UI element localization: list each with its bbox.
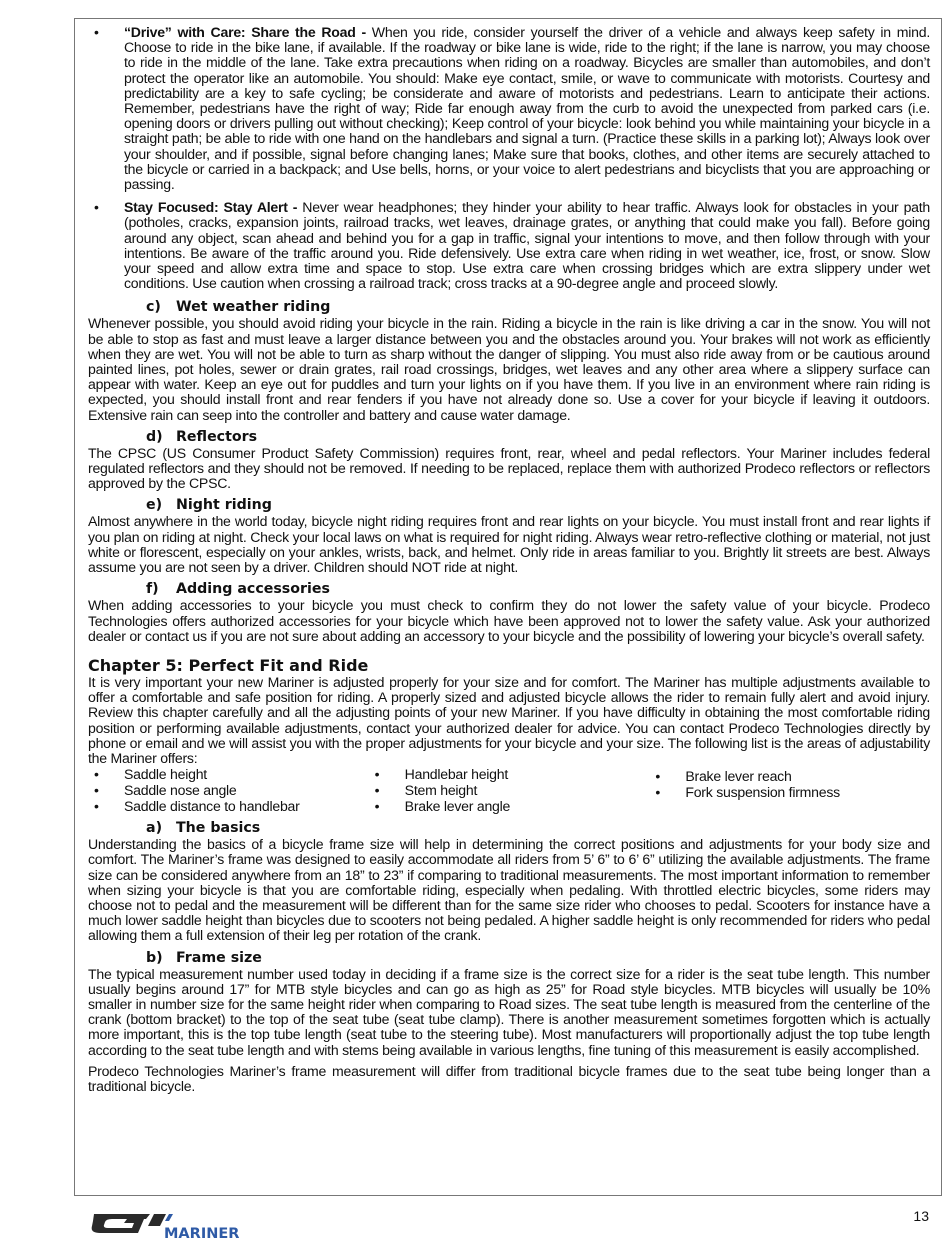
chapter-title: Chapter 5: Perfect Fit and Ride: [88, 655, 369, 675]
bullet-dot: •: [94, 199, 99, 216]
section-heading-wet-weather: [146, 299, 930, 316]
section-heading-basics: [146, 820, 930, 837]
list-item: • Saddle nose angle: [94, 782, 237, 799]
adjustment-column: [369, 766, 650, 814]
logo-mark: [92, 1214, 173, 1233]
chapter-intro: It is very important your new Mariner is adjusted properly for your size and for comfort. The Mariner has multiple adjustments available to offer a comfortable and safe position for riding. A properly sized and adjusted bicycle allows the rider to remain fully alert and avoid injury. Review this chapter carefully and all the adjusting points of your new Mariner. If you have difficulty in obtaining the most comfortable riding position or performing available adjustments, contact your authorized dealer for advice. You can contact Prodeco Technologies directly by phone or email and we will assist you with the proper adjustments for your bicycle and your size. The following list is the areas of adjustability the Mariner offers:: [88, 673, 930, 766]
section-text-wet-weather: Whenever possible, you should avoid riding your bicycle in the rain. Riding a bicycle in the rain is like driving a car in the snow. You will not be able to stop as fast and must leave a larger distance between you and the obstacles around you. Your brakes will not work as efficiently when they are wet. You will not be able to turn as sharp without the danger of slipping. You must also ride away from or be cautious around painted lines, pot holes, sewer or drain grates, rail road crossings, bridges, wet leaves and any other area where a slippery surface can appear with water. Keep an eye out for puddles and turn your lights on if you have them. If you live in an environment where rain riding is expected, you should install front and rear fenders if you have not already done so. Use a cover for your bicycle if leaving it outdoors. Extensive rain can seep into the controller and battery and cause water damage.: [88, 315, 930, 423]
section-letter: b): [146, 949, 163, 966]
list-item: • Saddle distance to handlebar: [94, 798, 300, 815]
list-item: • Saddle height: [94, 766, 207, 783]
section-text-basics: Understanding the basics of a bicycle frame size will help in determining the correct positions and adjustments for your body size and comfort. The Mariner’s frame was designed to easily accommodate all riders from 5’ 6” to 6’ 6” utilizing the available adjustments. The frame size can be considered anywhere from an 18” to 23” if comparing to traditional measurements. The most important information to remember when sizing your bicycle is that you are comfortable riding, especially when pedaling. With throttled electric bicycles, some riders may choose not to pedal and the measurement will be different than for the same size rider who chooses to pedal. Scooters for instance have a much lower saddle height than bicycles due to scooters not being pedaled. A higher saddle height is only recommended for riders who pedal allowing them a full extension of their leg per rotation of the crank.: [88, 836, 930, 944]
section-heading-frame-size: [146, 950, 930, 967]
bullet-share-the-road: [88, 25, 930, 192]
section-letter: c): [146, 299, 161, 316]
section-heading-reflectors: [146, 429, 930, 446]
section-text-frame-size: The typical measurement number used today in deciding if a frame size is the correct size for a rider is the seat tube length. This number usually begins around 17” for MTB style bicycles and can go as high as 25” for Road style bicycles. MTB bicycles will usually be 10% smaller in number size for the same height rider when comparing to Road sizes. The seat tube length is measured from the centerline of the crank (bottom bracket) to the top of the seat tube (seat tube clamp). There is another measurement sometimes forgotten which is actually more important, this is the top tube length (seat tube to the steering tube). Most manufacturers will proportionally adjust the top tube length according to the seat tube length and with stems being available in various lengths, fine tuning of this measurement is easily accomplished.: [88, 965, 930, 1058]
section-letter: f): [146, 581, 159, 598]
section-title: The basics: [176, 820, 261, 837]
mariner-logo: [88, 1206, 253, 1240]
section-title: Frame size: [176, 949, 262, 966]
page-number: 13: [913, 1208, 929, 1224]
bullet-text: Never wear headphones; they hinder your ability to hear traffic. Always look for obstacles in your path (potholes, cracks, expansion joints, railroad tracks, wet leaves, drainage grates, or anything that could make you fall). Before going around any object, scan ahead and behind you for a gap in traffic, signal your intentions to move, and then follow through with your intentions. Be aware of the traffic around you. Ride defensively. Use extra care when riding in wet weather, ice, frost, or snow. Slow your speed and allow extra time and space to stop. Use extra care when crossing bridges which are extra slippery under wet conditions. Use caution when crossing a railroad track; cross tracks at a 90-degree angle and proceed slowly.: [124, 199, 930, 292]
list-item: • Fork suspension firmness: [655, 784, 840, 801]
section-letter: a): [146, 820, 163, 837]
bullet-title: “Drive” with Care: Share the Road -: [124, 24, 372, 40]
page-content: [88, 25, 930, 1094]
bullet-stay-alert: [88, 200, 930, 291]
bullet-dot: •: [94, 24, 99, 40]
bullet-text: When you ride, consider yourself the driver of a vehicle and always keep safety in mind. Choose to ride in the bike lane, if available. If the roadway or bike lane is wide, ride to the right; if the lane is narrow, you may choose to ride in the middle of the lane. Take extra precautions when riding on a roadway. Bicycles are smaller than automobiles, and don’t protect the operator like an automobile. You should: Make eye contact, smile, or wave to communicate with motorists. Courtesy and predictability are a key to safe cycling; be considerate and aware of motorists and pedestrians. Learn to anticipate their actions. Remember, pedestrians have the right of way; Ride far enough away from the curb to avoid the unexpected from parked cars (i.e. opening doors or drivers pulling out without checking); Keep control of your bicycle: look behind you while maintaining your bicycle in a straight path; be able to ride with one hand on the handlebars and signal a turn. (Practice these skills in a parking lot); Always look over your shoulder, and if possible, signal before changing lanes; Make sure that books, clothes, and other items are securely attached to the bicycle or carried in a backpack; and Use bells, horns, or your voice to alert pedestrians and bicyclists that you are approaching or passing.: [124, 24, 930, 193]
adjustment-column: [649, 766, 930, 814]
adjustment-list: [88, 766, 930, 814]
list-item: • Brake lever angle: [374, 798, 511, 815]
section-title: Wet weather riding: [176, 299, 331, 316]
section-text-accessories: When adding accessories to your bicycle you must check to confirm they do not lower the safety value of your bicycle. Prodeco Technologies offers authorized accessories for your bicycle which have been approved not to lower the safety value. Ask your authorized dealer or contact us if you are not sure about adding an accessory to your bicycle and the possibility of lowering your bicycle’s overall safety.: [88, 597, 930, 644]
list-item: • Stem height: [374, 782, 478, 799]
list-item: • Handlebar height: [374, 766, 509, 783]
list-item: • Brake lever reach: [655, 768, 792, 785]
section-title: Night riding: [176, 497, 272, 514]
adjustment-column: [88, 766, 369, 814]
bullet-title: Stay Focused: Stay Alert -: [124, 199, 303, 216]
section-text-night-riding: Almost anywhere in the world today, bicycle night riding requires front and rear lights on your bicycle. You must install front and rear lights if you plan on riding at night. Check your local laws on what is required for night riding. Always wear retro-reflective clothing or material, not just white or florescent, especially on your ankles, wrists, back, and helmet. Only ride in areas familiar to you. Brightly lit streets are best. Always assume you are not seen by a driver. Children should NOT ride at night.: [88, 513, 930, 576]
section-text-reflectors: The CPSC (US Consumer Product Safety Commission) requires front, rear, wheel and pedal reflectors. Your Mariner includes federal regulated reflectors and they should not be removed. If needing to be replaced, replace them with authorized Prodeco reflectors or reflectors approved by the CPSC.: [88, 444, 930, 492]
section-title: Adding accessories: [176, 581, 330, 598]
section-heading-night-riding: [146, 497, 930, 514]
section-letter: e): [146, 497, 163, 514]
section-heading-accessories: [146, 581, 930, 598]
section-title: Reflectors: [176, 428, 258, 445]
section-letter: d): [146, 428, 163, 445]
section-text-frame-size-2: Prodeco Technologies Mariner’s frame measurement will differ from traditional bicycle frames due to the seat tube being longer than a traditional bicycle.: [88, 1062, 930, 1094]
logo-text: MARINER: [164, 1226, 240, 1240]
